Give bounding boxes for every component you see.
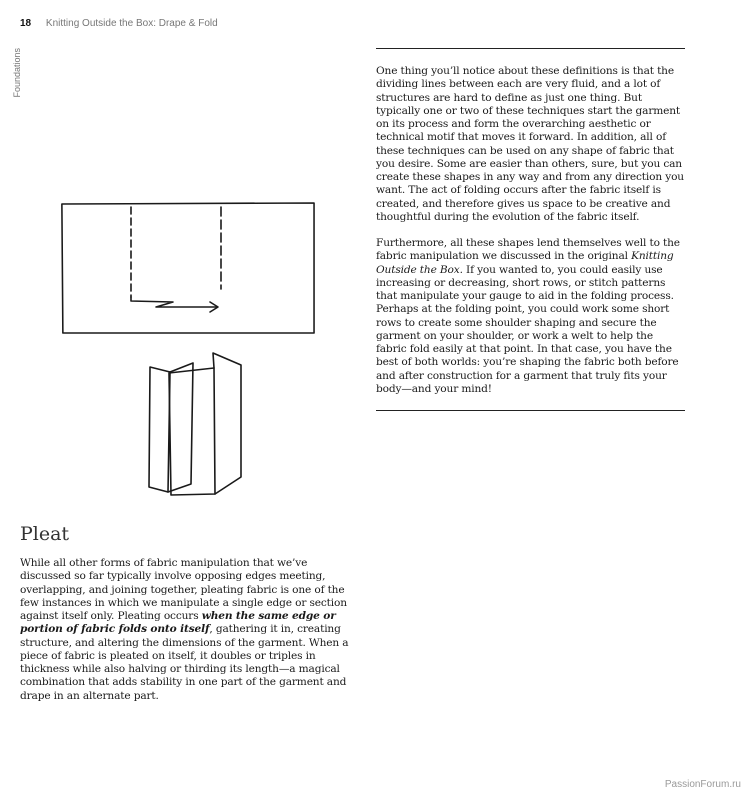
sidebar-paragraph-2-end: . If you wanted to, you could easily use increasing or decreasing, short rows, or stitch patterns that manipulate your gauge to aid in the folding process. Perhaps at the folding point, you could work some short rows to create some shoulder shaping and secure the garment on your shoulder, or work a welt to help the fabric fold easily at that point. In that case, you have the best of both worlds: you’re shaping the fabric both before and after construction for a garment that truly fits your body—and your mind! (376, 263, 679, 395)
section-side-tab: Foundations (12, 48, 22, 98)
section-body (20, 557, 356, 703)
folded-panel-middle (168, 363, 193, 492)
sidebar-top-rule (376, 48, 685, 49)
page-number: 18 (20, 18, 32, 29)
folded-panel-back (149, 367, 170, 492)
page-header (20, 18, 218, 29)
section-body-start: While all other forms of fabric manipulation that we’ve discussed so far typically involve opposing edges meeting, overlapping, and joining together, pleating fabric is one of the few instances in which we manipulate a single edge or section against itself only. Pleating occurs (20, 557, 347, 622)
watermark: PassionForum.ru (664, 779, 741, 790)
sidebar-bottom-rule (376, 410, 685, 411)
book-title: Knitting Outside the Box (376, 250, 674, 276)
running-title: Knitting Outside the Box: Drape & Fold (45, 18, 218, 29)
sidebar-paragraph-2 (376, 237, 685, 396)
section-title: Pleat (20, 523, 70, 545)
fold-arrow (131, 297, 217, 307)
sidebar-paragraph-1: One thing you’ll notice about these definitions is that the dividing lines between each are very fluid, and a lot of structures are hard to define as just one thing. But typically one or two of these techniques start the garment on its process and form the overarching aesthetic or technical motif that moves it forward. In addition, all of these techniques can be used on any shape of fabric that you desire. Some are easier than others, sure, but you can create these shapes in any way and from any direction you want. The act of folding occurs after the fabric itself is created, and therefore gives us space to be creative and thoughtful during the evolution of the fabric itself. (376, 65, 684, 223)
section-body-emphasis: when the same edge or portion of fabric folds onto itself (20, 610, 336, 636)
sidebar-box (376, 48, 685, 411)
section-body-end: , gathering it in, creating structure, and altering the dimensions of the garment. When a piece of fabric is pleated on itself, it doubles or triples in thickness while also halving or thirding its length—a magical combination that adds stability in one part of the garment and drape in an alternate part. (20, 623, 349, 702)
sidebar-paragraph-2-start: Furthermore, all these shapes lend themselves well to the fabric manipulation we discussed in the original (376, 237, 680, 263)
pleat-illustration (55, 195, 315, 505)
flat-fabric-outline (62, 203, 314, 333)
